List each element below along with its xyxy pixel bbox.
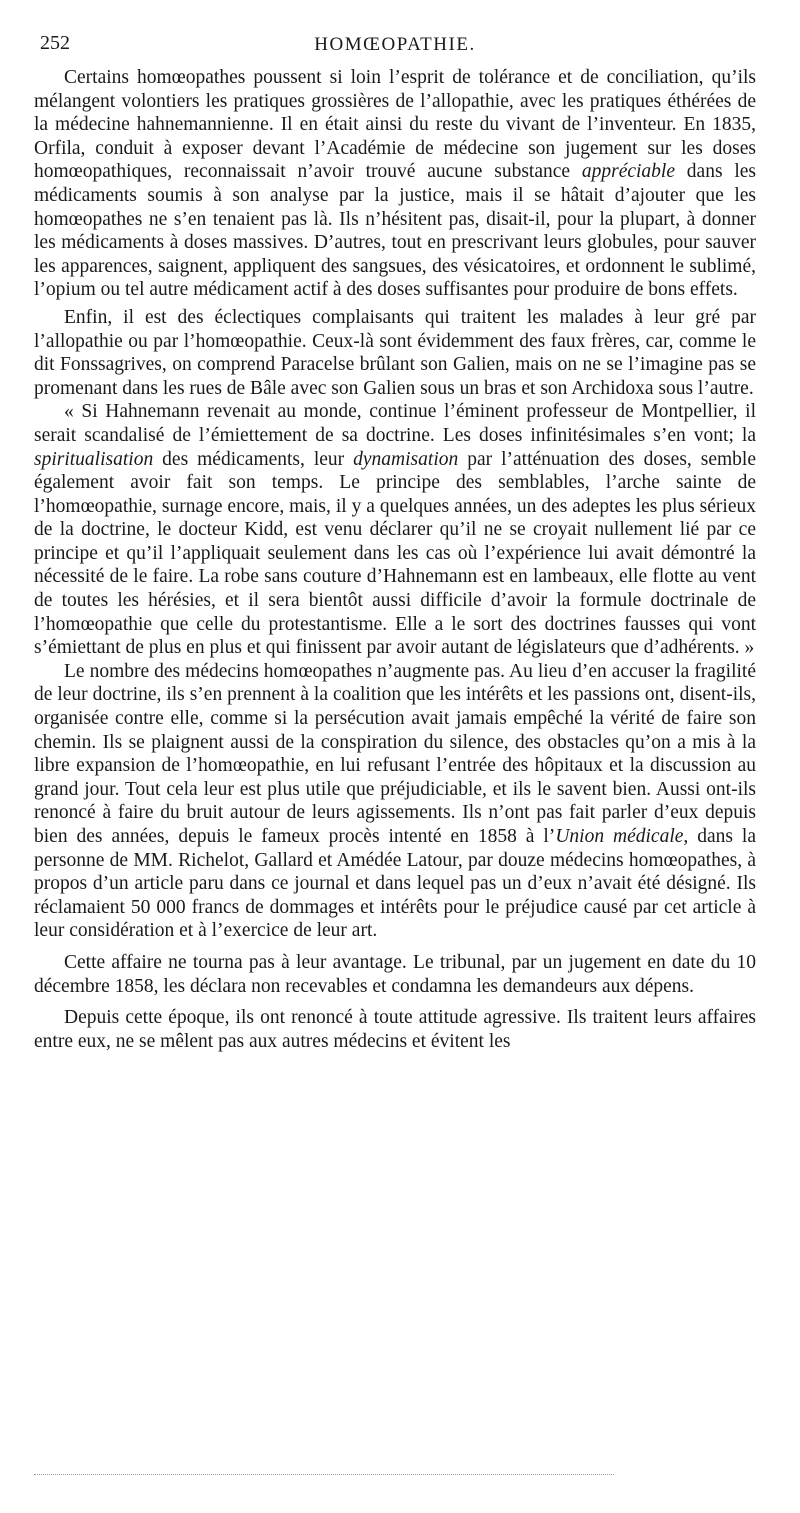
running-title: HOMŒOPATHIE. — [314, 34, 476, 55]
text-run: Certains homœopathes poussent si loin l’esprit de tolérance et de conciliation, qu’ils mélangent volontiers les pratiques grossières de l’allopathie, avec les pratiques éthérées de la médecine hahnemannienne. Il en était ainsi du reste du vivant de l’inventeur. En 1835, Orfila, conduit à exposer devant l’Académie de médecine son jugement sur les doses homœopathiques, reconnaissait n’avoir trouvé aucune substance — [34, 67, 756, 183]
paragraph — [34, 306, 756, 400]
italic-run: spiritualisation — [34, 448, 154, 470]
footer-rule — [34, 1474, 614, 1475]
paragraph — [34, 66, 756, 302]
text-run: Le nombre des médecins homœopathes n’augmente pas. Au lieu d’en accuser la fragilité de leur doctrine, ils s’en prennent à la coalition que les intérêts et les passions ont, disent-ils, organisée contre elle, comme si la persécution avait jamais empêché la vérité de faire son chemin. Ils se plaignent aussi de la conspiration du silence, des obstacles qu’on a mis à la libre expansion de l’homœopathie, en lui refusant l’entrée des hôpitaux et la discussion au grand jour. Tout cela leur est plus utile que préjudiciable, et ils le savent bien. Aussi ont-ils renoncé à faire du bruit autour de leurs agissements. Ils n’ont pas fait parler d’eux depuis bien des années, depuis le fameux procès intenté en 1858 à l’ — [34, 660, 756, 847]
text-run: Cette affaire ne tourna pas à leur avantage. Le tribunal, par un jugement en date du 10 décembre 1858, les déclara non recevables et condamna les demandeurs aux dépens. — [34, 951, 756, 997]
paragraph — [34, 1006, 756, 1053]
text-run: Depuis cette époque, ils ont renoncé à toute attitude agressive. Ils traitent leurs affaires entre eux, ne se mêlent pas aux autres médecins et évitent les — [34, 1007, 756, 1052]
text-run: Enfin, il est des éclectiques complaisants qui traitent les malades à leur gré par l’allopathie ou par l’homœopathie. Ceux-là sont évidemment des faux frères, car, comme le dit Fonssagrives, on comprend Paracelse brûlant son Galien, mais on ne se l’imagine pas se promenant dans les rues de Bâle avec son Galien sous un bras et son Archidoxa sous l’autre. — [34, 306, 756, 399]
paragraph — [34, 400, 756, 660]
paragraph — [34, 951, 756, 998]
paragraph — [34, 660, 756, 943]
page-header — [34, 26, 756, 66]
text-run: des médicaments, leur — [153, 448, 354, 470]
text-run: dans les médicaments soumis à son analyse par la justice, mais il se hâtait d’ajouter que les homœopathes ne s’en tenaient pas là. Ils n’hésitent pas, disait-il, pour la plupart, à donner les médicaments à doses massives. D’autres, tout en prescrivant leurs globules, pour sauver les apparences, saignent, appliquent des sangsues, des vésicatoires, et ordonnent le sublimé, l’opium ou tel autre médicament actif à des doses suffisantes pour produire de bons effets. — [34, 161, 757, 301]
text-run: par l’atténuation des doses, semble également avoir fait son temps. Le principe des semblables, l’arche sainte de l’homœopathie, surnage encore, mais, il y a quelques années, un des adeptes les plus sérieux de la doctrine, le docteur Kidd, est venu déclarer qu’il ne se croyait nullement lié par ce principe et qu’il l’appliquait seulement dans les cas où l’expérience lui avait démontré la nécessité de le faire. La robe sans couture d’Hahnemann est en lambeaux, elle flotte au vent de toutes les hérésies, et il sera bientôt aussi difficile d’avoir la formule doctrinale de l’homœopathie que celle du protestantisme. Elle a le sort des doctrines fausses qui vont s’émiettant de plus en plus et qui finissent par avoir autant de législateurs que d’adhérents. » — [34, 448, 756, 659]
text-run: , dans la personne de MM. Richelot, Gallard et Amédée Latour, par douze médecins homœopathes, à propos d’un article paru dans ce journal et dans lequel pas un d’eux n’avait été désigné. Ils réclamaient 50 000 francs de dommages et intérêts pour le préjudice causé par cet article à leur considération et à l’exercice de leur art. — [34, 826, 756, 942]
italic-run: dynamisation — [353, 448, 459, 470]
text-run: « Si Hahnemann revenait au monde, continue l’éminent professeur de Montpellier, il serait scandalisé de l’émiettement de sa doctrine. Les doses infinitésimales s’en vont; la — [34, 401, 756, 446]
italic-run: appréciable — [581, 161, 675, 183]
italic-run: Union médicale — [555, 826, 684, 847]
body-text — [34, 66, 756, 1053]
page-number: 252 — [40, 32, 70, 54]
